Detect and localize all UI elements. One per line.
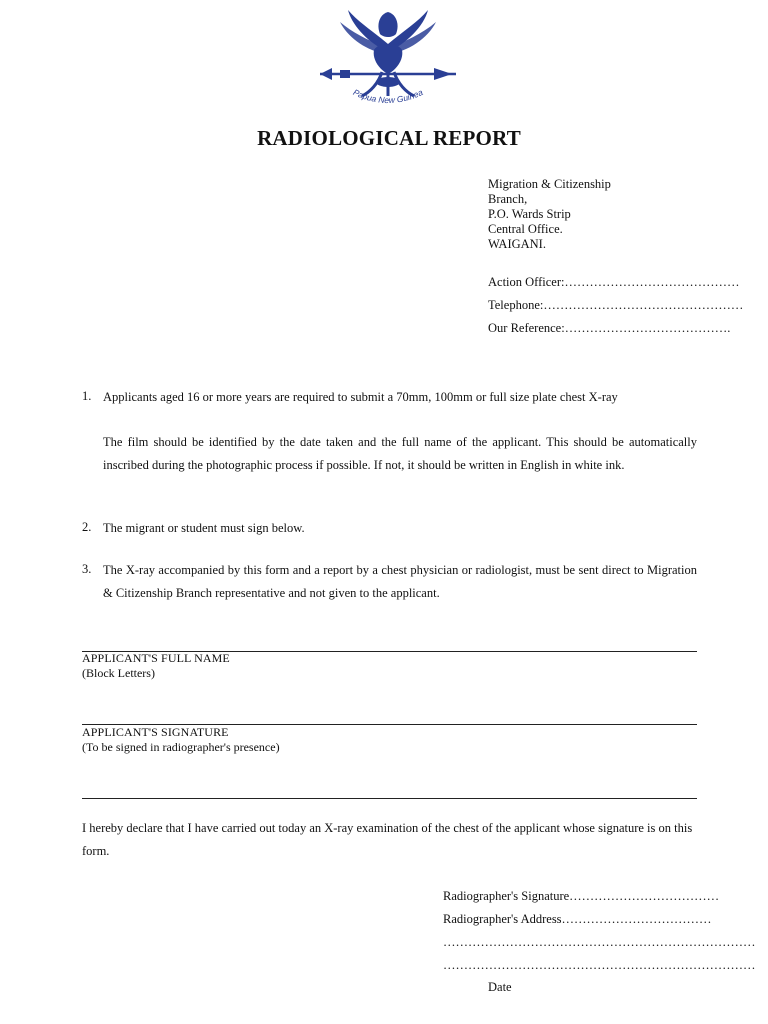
date-label: Date xyxy=(488,980,512,994)
emblem-caption: Papua New Guinea xyxy=(351,87,425,106)
address-line: Central Office. xyxy=(488,222,563,236)
instruction-number: 3. xyxy=(82,562,92,576)
papua-new-guinea-emblem xyxy=(318,4,458,112)
instruction-number: 2. xyxy=(82,520,92,534)
radiographer-address-field[interactable]: Radiographer's Address……………………………… xyxy=(443,912,712,926)
instruction-text: The migrant or student must sign below. xyxy=(103,521,305,535)
radiographer-address-line[interactable]: ………………………………………………………………… xyxy=(443,958,756,972)
our-reference-field[interactable]: Our Reference:…………………………………. xyxy=(488,321,731,335)
instruction-text: The X-ray accompanied by this form and a report by a chest physician or radiologist, must be sent direct to Migration & Citizenship Branch representative and not given to the applicant. xyxy=(103,563,697,600)
signature-note: (To be signed in radiographer's presence) xyxy=(82,740,280,754)
divider xyxy=(82,798,697,799)
instruction-text: Applicants aged 16 or more years are required to submit a 70mm, 100mm or full size plate chest X-ray xyxy=(103,390,618,404)
full-name-note: (Block Letters) xyxy=(82,666,155,680)
page-title: RADIOLOGICAL REPORT xyxy=(257,126,521,150)
instruction-text: The film should be identified by the date taken and the full name of the applicant. This should be automatically inscribed during the photographic process if possible. If not, it should be written in English in white ink. xyxy=(103,435,697,472)
radiographer-signature-field[interactable]: Radiographer's Signature……………………………… xyxy=(443,889,720,903)
address-line: WAIGANI. xyxy=(488,237,546,251)
full-name-label-block xyxy=(82,651,230,681)
action-officer-field[interactable]: Action Officer:…………………………………… xyxy=(488,275,740,289)
address-line: P.O. Wards Strip xyxy=(488,207,571,221)
address-line: Migration & Citizenship xyxy=(488,177,611,191)
office-address xyxy=(488,177,611,252)
telephone-field[interactable]: Telephone:………………………………………… xyxy=(488,298,744,312)
declaration-text: I hereby declare that I have carried out today an X-ray examination of the chest of the applicant whose signature is on this form. xyxy=(82,821,693,858)
full-name-label: APPLICANT'S FULL NAME xyxy=(82,651,230,665)
address-line: Branch, xyxy=(488,192,528,206)
signature-label-block xyxy=(82,725,280,755)
signature-label: APPLICANT'S SIGNATURE xyxy=(82,725,229,739)
radiographer-address-line[interactable]: ………………………………………………………………… xyxy=(443,935,756,949)
instruction-number: 1. xyxy=(82,389,92,403)
bird-of-paradise-icon xyxy=(318,4,458,112)
